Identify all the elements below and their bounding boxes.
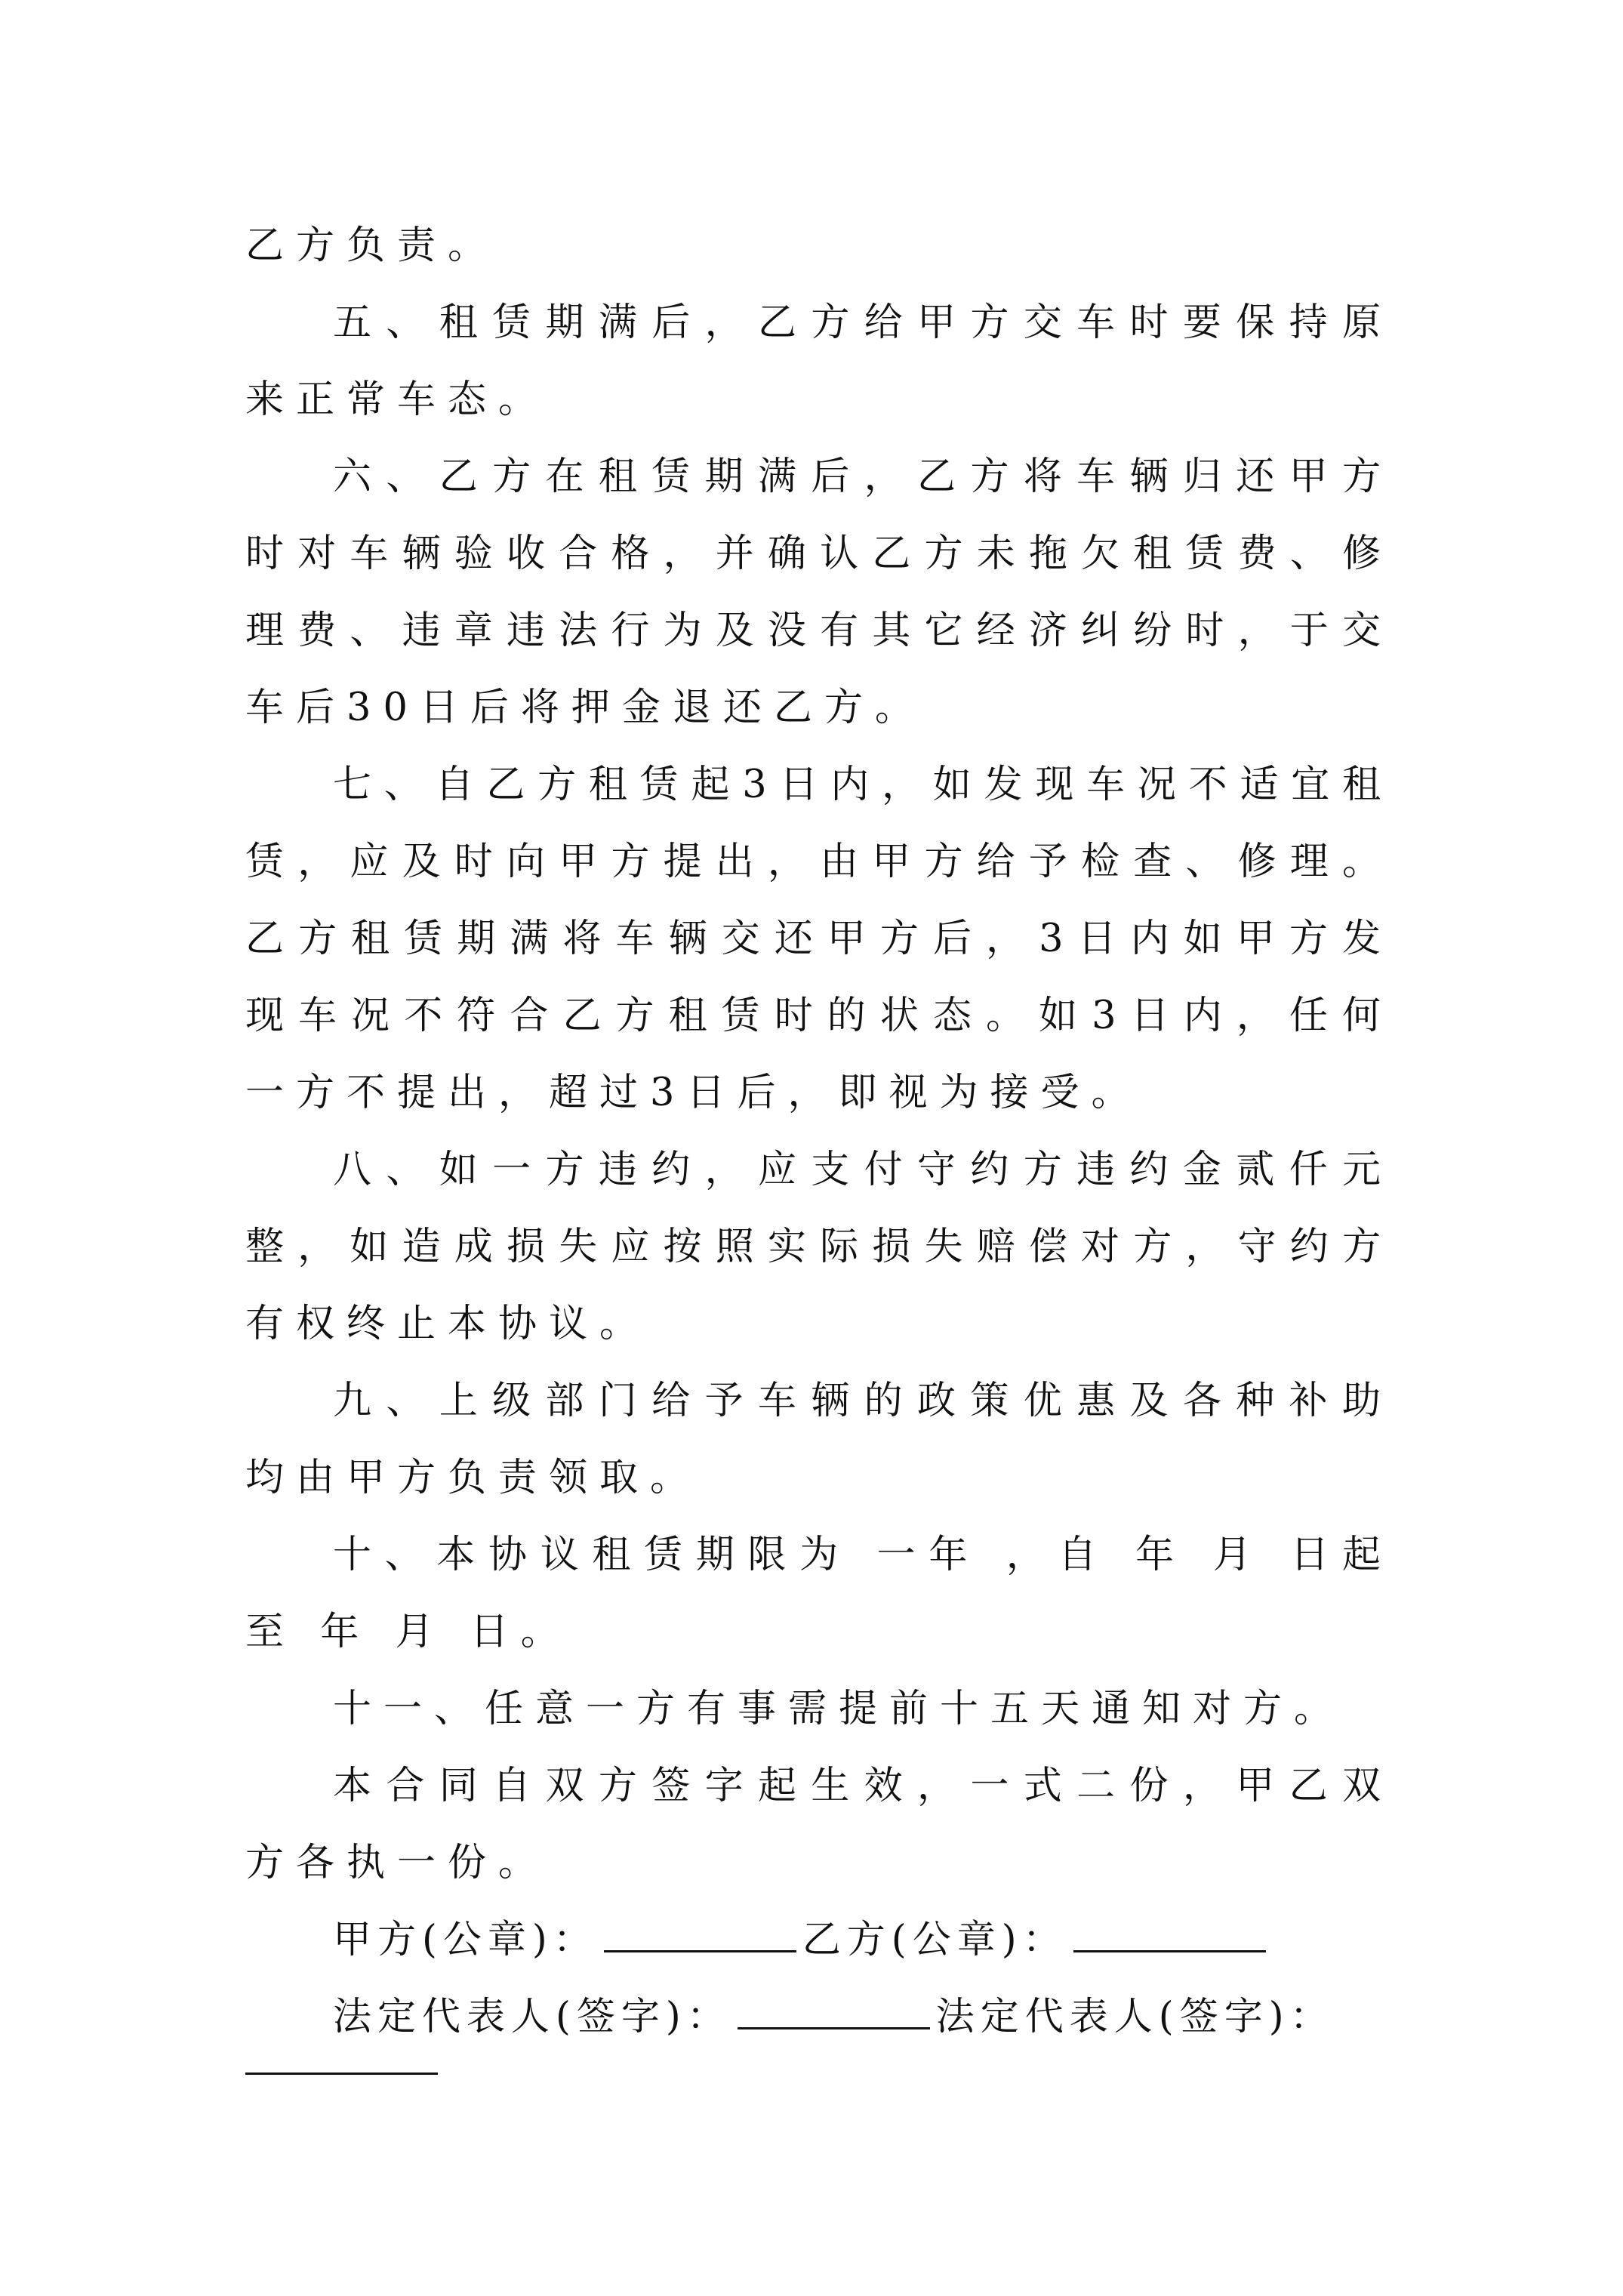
- clause-7: 七、自乙方租赁起3日内，如发现车况不适宜租赁，应及时向甲方提出，由甲方给予检查、修理。乙方租赁期满将车辆交还甲方后，3日内如甲方发现车况不符合乙方租赁时的状态。如3日内，任何一方不提出，超过3日后，即视为接受。: [245, 763, 1393, 1115]
- party-a-seal-blank: [604, 1905, 796, 1952]
- clause-11: 十一、任意一方有事需提前十五天通知对方。: [333, 1687, 1345, 1731]
- effective-clause: 本合同自双方签字起生效，一式二份，甲乙双方各执一份。: [245, 1764, 1393, 1885]
- seal-signature-row: [245, 1902, 1393, 1979]
- clause-8: 八、如一方违约，应支付守约方违约金贰仟元整，如造成损失应按照实际损失赔偿对方，守约方有权终止本协议。: [245, 1148, 1393, 1346]
- party-a-rep-blank: [738, 1982, 930, 2029]
- party-b-seal-blank: [1073, 1905, 1266, 1952]
- document-page: [245, 208, 1393, 2075]
- party-b-rep-blank: [245, 2073, 438, 2075]
- party-b-seal-label: 乙方(公章)：: [802, 1918, 1067, 1962]
- clause-10: 十、本协议租赁期限为 一年 ，自 年 月 日起至 年 月 日。: [245, 1533, 1393, 1654]
- clause-5: 五、租赁期满后，乙方给甲方交车时要保持原来正常车态。: [245, 300, 1393, 422]
- party-a-seal-label: 甲方(公章)：: [333, 1918, 598, 1962]
- clause-6: 六、乙方在租赁期满后，乙方将车辆归还甲方时对车辆验收合格，并确认乙方未拖欠租赁费、修理费、违章违法行为及没有其它经济纠纷时，于交车后30日后将押金退还乙方。: [245, 455, 1393, 730]
- representative-signature-row: [245, 1979, 1393, 2056]
- party-b-rep-label: 法定代表人(签字)：: [935, 1995, 1335, 2039]
- paragraph-continuation: 乙方负责。: [245, 223, 499, 268]
- party-a-rep-label: 法定代表人(签字)：: [333, 1995, 731, 2039]
- clause-9: 九、上级部门给予车辆的政策优惠及各种补助均由甲方负责领取。: [245, 1379, 1393, 1500]
- contract-body: [245, 208, 1393, 1902]
